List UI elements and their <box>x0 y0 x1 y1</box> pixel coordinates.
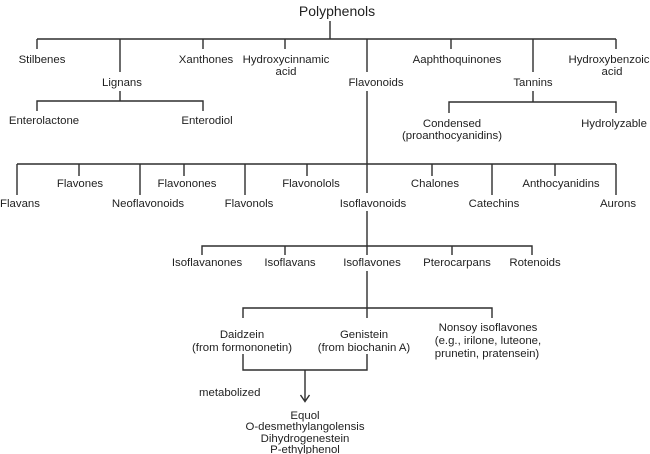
node-hydroxybenzoic-acid-line2: acid <box>601 66 623 78</box>
node-genistein-line2: (from biochanin A) <box>317 342 411 354</box>
node-flavonols: Flavonols <box>224 198 274 210</box>
node-daidzein-line2: (from formononetin) <box>191 342 293 354</box>
node-enterolactone: Enterolactone <box>8 115 80 127</box>
node-isoflavones: Isoflavones <box>343 257 401 269</box>
node-catechins: Catechins <box>468 198 520 210</box>
node-condensed-line2: (proanthocyanidins) <box>401 130 503 142</box>
product-equol: Equol <box>290 410 320 422</box>
node-hydroxybenzoic-acid-line1: Hydroxybenzoic <box>568 54 650 66</box>
node-nonsoy-line3: prunetin, pratensein) <box>434 348 540 360</box>
node-lignans: Lignans <box>102 77 142 89</box>
node-flavonolols: Flavonolols <box>282 178 340 190</box>
product-p-ethylphenol: P-ethylphenol <box>270 444 340 454</box>
node-flavonoids: Flavonoids <box>348 77 404 89</box>
node-polyphenols: Polyphenols <box>298 3 376 19</box>
node-genistein-line1: Genistein <box>339 329 389 341</box>
product-o-desmethylangolensis: O-desmethylangolensis <box>245 421 365 433</box>
node-rotenoids: Rotenoids <box>509 257 561 269</box>
node-chalones: Chalones <box>410 178 460 190</box>
node-condensed-line1: Condensed <box>422 118 482 130</box>
node-nonsoy-line2: (e.g., irilone, luteone, <box>434 335 542 347</box>
node-flavans: Flavans <box>0 198 40 210</box>
node-daidzein-line1: Daidzein <box>219 329 265 341</box>
node-nonsoy-line1: Nonsoy isoflavones <box>438 322 538 334</box>
node-pterocarpans: Pterocarpans <box>423 257 491 269</box>
node-stilbenes: Stilbenes <box>18 54 66 66</box>
node-flavones: Flavones <box>56 178 104 190</box>
node-aurons: Aurons <box>599 198 637 210</box>
node-flavonones: Flavonones <box>157 178 217 190</box>
product-dihydrogenestein: Dihydrogenestein <box>260 433 350 445</box>
node-isoflavonoids: Isoflavonoids <box>339 198 407 210</box>
node-isoflavans: Isoflavans <box>264 257 316 269</box>
metabolized-label: metabolized <box>199 387 261 399</box>
node-hydroxycinnamic-acid-line2: acid <box>275 66 297 78</box>
node-enterodiol: Enterodiol <box>181 115 233 127</box>
node-hydrolyzable: Hydrolyzable <box>581 118 647 130</box>
node-tannins: Tannins <box>513 77 553 89</box>
node-xanthones: Xanthones <box>178 54 234 66</box>
node-anthocyanidins: Anthocyanidins <box>522 178 600 190</box>
node-hydroxycinnamic-acid-line1: Hydroxycinnamic <box>242 54 330 66</box>
node-neoflavonoids: Neoflavonoids <box>111 198 185 210</box>
node-aaphthoquinones: Aaphthoquinones <box>412 54 502 66</box>
node-isoflavanones: Isoflavanones <box>171 257 243 269</box>
